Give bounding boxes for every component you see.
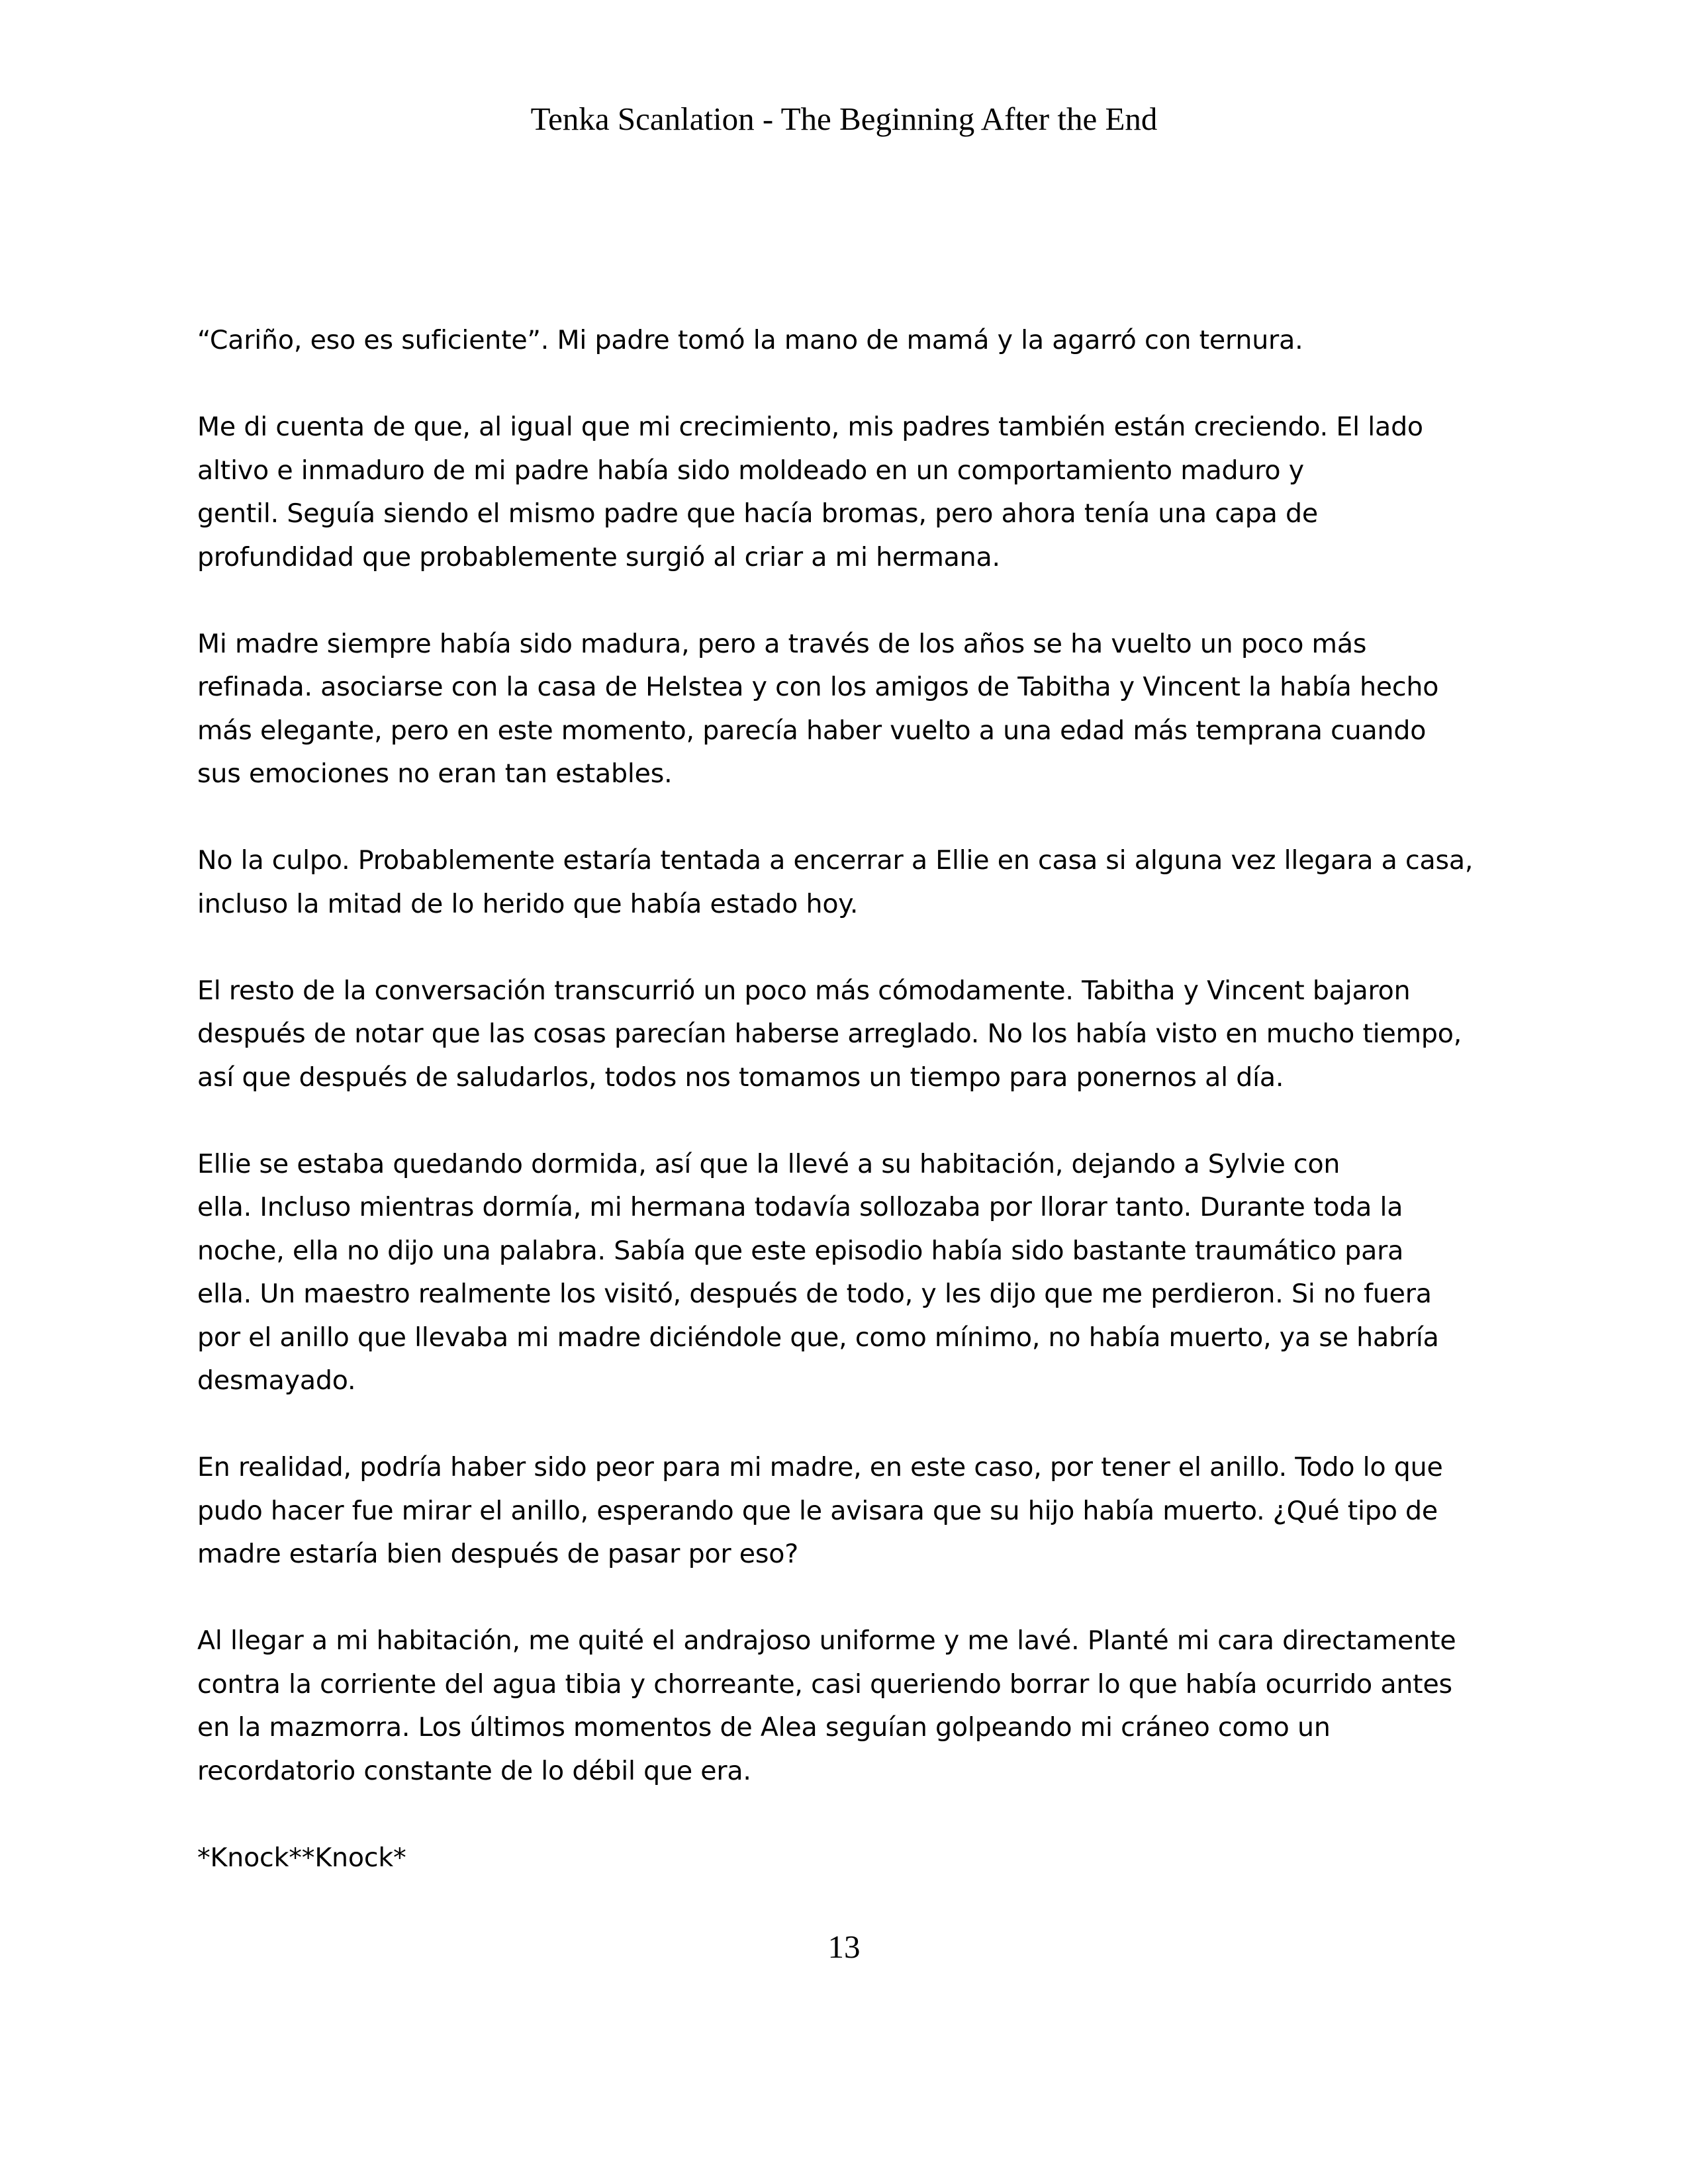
text-line: profundidad que probablemente surgió al criar a mi hermana. xyxy=(197,541,1000,572)
text-line: noche, ella no dijo una palabra. Sabía que este episodio había sido bastante traumático para xyxy=(197,1235,1404,1266)
paragraph xyxy=(197,319,1505,363)
paragraph xyxy=(197,406,1505,579)
paragraph xyxy=(197,839,1505,926)
text-line: “Cariño, eso es suficiente”. Mi padre tomó la mano de mamá y la agarró con ternura. xyxy=(197,325,1303,355)
page-number: 13 xyxy=(827,1929,861,1965)
text-line: recordatorio constante de lo débil que era. xyxy=(197,1755,751,1786)
text-line: gentil. Seguía siendo el mismo padre que hacía bromas, pero ahora tenía una capa de xyxy=(197,498,1318,529)
text-line: No la culpo. Probablemente estaría tentada a encerrar a Ellie en casa si alguna vez llegara a casa, xyxy=(197,845,1474,876)
text-line: Al llegar a mi habitación, me quité el andrajoso uniforme y me lavé. Planté mi cara directamente xyxy=(197,1625,1456,1656)
text-line: Ellie se estaba quedando dormida, así que la llevé a su habitación, dejando a Sylvie con xyxy=(197,1148,1340,1179)
running-header: Tenka Scanlation - The Beginning After the End xyxy=(530,101,1158,137)
body-text xyxy=(197,319,1505,1880)
text-line: por el anillo que llevaba mi madre diciéndole que, como mínimo, no había muerto, ya se habría xyxy=(197,1322,1439,1353)
paragraph xyxy=(197,1619,1505,1793)
paragraph xyxy=(197,970,1505,1100)
text-line: ella. Incluso mientras dormía, mi hermana todavía sollozaba por llorar tanto. Durante toda la xyxy=(197,1192,1403,1222)
text-line: refinada. asociarse con la casa de Helstea y con los amigos de Tabitha y Vincent la había hecho xyxy=(197,672,1439,702)
text-line: pudo hacer fue mirar el anillo, esperando que le avisara que su hijo había muerto. ¿Qué tipo de xyxy=(197,1495,1438,1526)
text-line: desmayado. xyxy=(197,1365,356,1396)
text-line: en la mazmorra. Los últimos momentos de Alea seguían golpeando mi cráneo como un xyxy=(197,1712,1331,1743)
paragraph xyxy=(197,1143,1505,1403)
text-line: contra la corriente del agua tibia y chorreante, casi queriendo borrar lo que había ocurrido antes xyxy=(197,1668,1452,1700)
text-line: En realidad, podría haber sido peor para mi madre, en este caso, por tener el anillo. Todo lo que xyxy=(197,1452,1443,1482)
paragraph xyxy=(197,1446,1505,1576)
text-line: después de notar que las cosas parecían haberse arreglado. No los había visto en mucho tiempo, xyxy=(197,1019,1462,1049)
text-line: madre estaría bien después de pasar por eso? xyxy=(197,1539,799,1569)
text-line: Mi madre siempre había sido madura, pero a través de los años se ha vuelto un poco más xyxy=(197,628,1367,659)
text-line: incluso la mitad de lo herido que había estado hoy. xyxy=(197,888,859,919)
text-line: más elegante, pero en este momento, parecía haber vuelto a una edad más temprana cuando xyxy=(197,715,1427,746)
text-line: *Knock**Knock* xyxy=(197,1842,406,1873)
text-line: ella. Un maestro realmente los visitó, después de todo, y les dijo que me perdieron. Si no fuera xyxy=(197,1279,1432,1309)
text-line: El resto de la conversación transcurrió un poco más cómodamente. Tabitha y Vincent bajaron xyxy=(197,975,1411,1006)
text-line: altivo e inmaduro de mi padre había sido moldeado en un comportamiento maduro y xyxy=(197,455,1304,486)
paragraph xyxy=(197,1837,1505,1880)
text-line: Me di cuenta de que, al igual que mi crecimiento, mis padres también están creciendo. El lado xyxy=(197,412,1423,442)
text-line: sus emociones no eran tan estables. xyxy=(197,758,673,789)
paragraph xyxy=(197,623,1505,796)
text-line: así que después de saludarlos, todos nos tomamos un tiempo para ponernos al día. xyxy=(197,1062,1284,1093)
